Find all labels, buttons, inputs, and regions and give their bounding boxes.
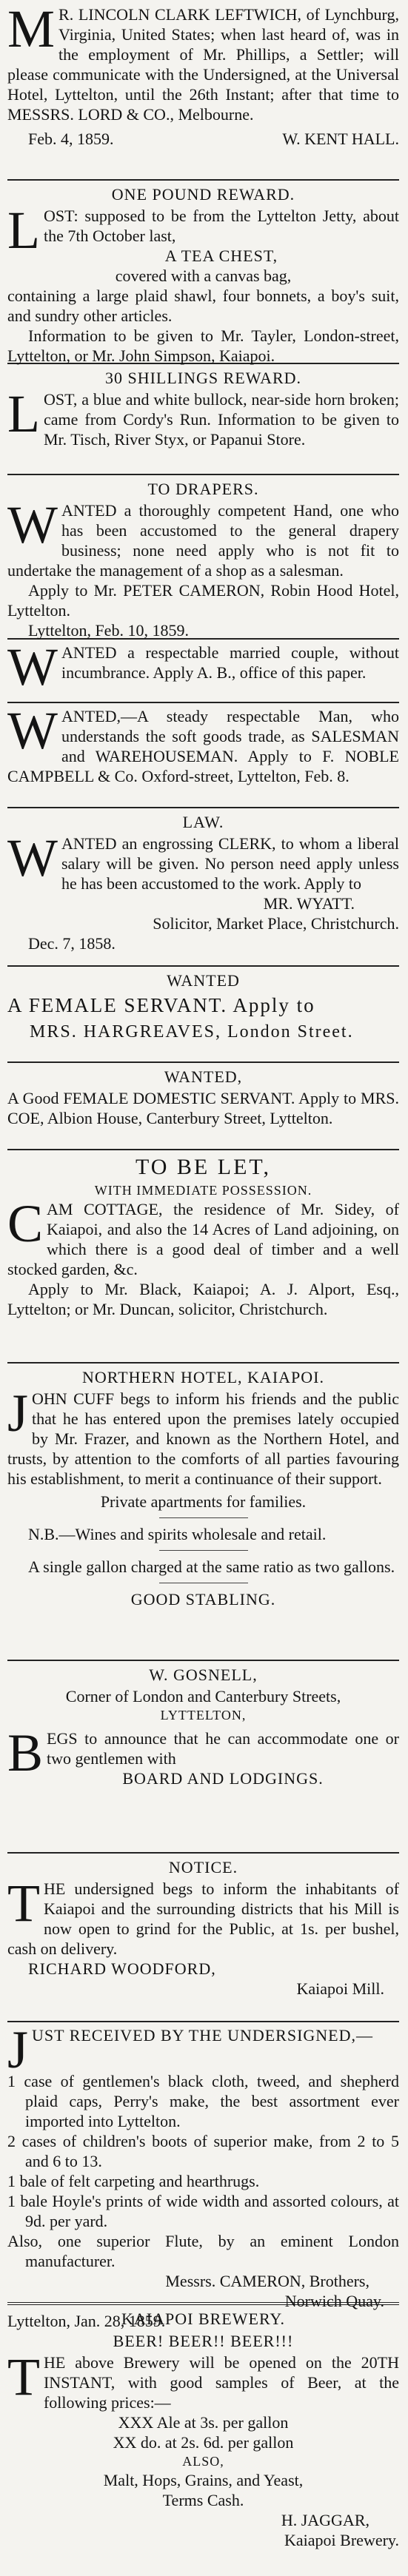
ad-heading: ONE POUND REWARD. — [111, 185, 295, 204]
ad-date: Dec. 7, 1858. — [28, 934, 116, 953]
divider — [159, 1517, 248, 1518]
ad-body: BOARD AND LODGINGS. — [122, 1769, 324, 1788]
ad-body: A single gallon charged at the same ratio as two gallons. — [28, 1557, 395, 1576]
ad-body: R. LINCOLN CLARK LEFTWICH, of Lynchburg, Virginia, United States; when last heard of, was in the employment of Mr. Phillips, a Settler; will please communicate with the Undersigned, at the Universal Hotel, Lyttelton, until the 26th Instant; after that time to MESSRS. LORD & CO., Melbourne. — [7, 5, 399, 124]
ad-body: ANTED an engrossing CLERK, to whom a liberal salary will be given. No person need apply unless he has been accustomed to the work. Apply to — [61, 834, 399, 893]
drop-cap: W — [7, 701, 58, 760]
ad-northern-hotel — [7, 1364, 399, 1660]
ad-heading: KAIAPOI BREWERY. — [121, 2310, 285, 2328]
ad-body: OST: supposed to be from the Lyttelton Jetty, about the 7th October last, — [43, 207, 399, 245]
ad-body: EGS to announce that he can accommodate one or two gentlemen with — [47, 1729, 399, 1768]
ad-body: Apply to Mr. Black, Kaiapoi; A. J. Alport, Esq., Lyttelton; or Mr. Duncan, solicitor, Christchurch. — [7, 1280, 399, 1318]
ad-signature: W. KENT HALL. — [282, 130, 399, 148]
ad-heading: TO DRAPERS. — [147, 480, 259, 498]
ad-town: LYTTELTON, — [160, 1708, 247, 1723]
ad-signature: MR. WYATT. — [263, 894, 355, 913]
ad-address: Corner of London and Canterbury Streets, — [65, 1687, 341, 1705]
ad-gosnell — [7, 1661, 399, 1852]
ad-subheading: WITH IMMEDIATE POSSESSION. — [94, 1183, 312, 1198]
ad-domestic-servant — [7, 1063, 399, 1149]
ad-body: Malt, Hops, Grains, and Yeast, — [103, 2471, 304, 2489]
ad-heading: LAW. — [182, 813, 224, 831]
price-line: XX do. at 2s. 6d. per gallon — [113, 2433, 294, 2452]
ad-to-be-let — [7, 1150, 399, 1362]
list-item: Also, one superior Flute, by an eminent London manufacturer. — [7, 2232, 399, 2270]
ad-heading: NOTICE. — [168, 1858, 238, 1876]
ad-place: Kaiapoi Mill. — [296, 1979, 384, 1998]
ad-heading: NORTHERN HOTEL, KAIAPOI. — [82, 1368, 324, 1386]
drop-cap: L — [7, 201, 40, 260]
ad-subheading: BEER! BEER!! BEER!!! — [113, 2332, 294, 2350]
ad-heading: W. GOSNELL, — [149, 1666, 258, 1684]
drop-cap: W — [7, 828, 58, 888]
ad-line: A FEMALE SERVANT. Apply to — [7, 994, 315, 1016]
ad-body: ALSO, — [182, 2454, 224, 2469]
ad-body: Apply to Mr. PETER CAMERON, Robin Hood Hotel, Lyttelton. — [7, 581, 399, 620]
ad-body: HE above Brewery will be opened on the 20TH INSTANT, with good samples of Beer, at the following prices:— — [43, 2353, 399, 2412]
ad-heading: WANTED — [167, 971, 240, 990]
ad-body: covered with a canvas bag, — [115, 266, 292, 285]
ad-body: OST, a blue and white bullock, near-side horn broken; came from Cordy's Run. Information to be given to Mr. Tisch, River Styx, or Papanui Store. — [43, 390, 399, 449]
ad-body: ANTED a respectable married couple, without incumbrance. Apply A. B., office of this paper. — [61, 643, 399, 682]
ad-date: Feb. 4, 1859. — [28, 130, 114, 148]
drop-cap: L — [7, 384, 40, 443]
ad-date: Lyttelton, Jan. 28, 1859. — [7, 2312, 166, 2330]
list-item: 1 bale of felt carpeting and hearthrugs. — [7, 2172, 260, 2190]
ad-body: N.B.—Wines and spirits wholesale and retail. — [28, 1525, 327, 1543]
list-item: 2 cases of children's boots of superior make, from 2 to 5 and 6 to 13. — [7, 2132, 399, 2170]
drop-cap: J — [7, 2020, 29, 2079]
ad-body: HE undersigned begs to inform the inhabitants of Kaiapoi and the surrounding districts that his Mill is now open to grind for the Public, at 1s. per bushel, cash on delivery. — [7, 1879, 399, 1958]
ad-salesman — [7, 703, 399, 807]
ad-body: Information to be given to Mr. Tayler, London-street, Lyttelton, or Mr. John Simpson, Kaiapoi. — [7, 326, 399, 365]
drop-cap: W — [7, 637, 58, 697]
ad-kaiapoi-brewery — [7, 2305, 399, 2549]
ad-signature: RICHARD WOODFORD, — [28, 1959, 216, 1978]
drop-cap: M — [7, 0, 56, 58]
ad-body: containing a large plaid shawl, four bonnets, a boy's suit, and sundry other articles. — [7, 286, 399, 325]
ad-female-servant — [7, 967, 399, 1061]
ad-leftwich — [7, 0, 399, 179]
ad-body: ANTED a thoroughly competent Hand, one who has been accustomed to the general drapery business; none need apply who is not fit to undertake the management of a shop as a salesman. — [7, 501, 399, 580]
list-item: 1 bale Hoyle's prints of wide width and assorted colours, at 9d. per yard. — [7, 2192, 399, 2230]
drop-cap: C — [7, 1194, 44, 1253]
ad-notice-mill — [7, 1854, 399, 2021]
ad-body: Private apartments for families. — [100, 1492, 307, 1511]
ad-to-drapers — [7, 475, 399, 638]
ad-place: Kaiapoi Brewery. — [284, 2531, 399, 2549]
ad-body: GOOD STABLING. — [130, 1590, 276, 1609]
ad-date: Lyttelton, Feb. 10, 1859. — [28, 621, 189, 640]
ad-signature: H. JAGGAR, — [281, 2511, 369, 2529]
drop-cap: W — [7, 495, 58, 554]
ad-place: Norwich Quay. — [284, 2292, 384, 2310]
ad-body: ANTED,—A steady respectable Man, who understands the soft goods trade, as SALESMAN and WAREHOUSEMAN. Apply to F. NOBLE CAMPBELL & Co. Oxford-street, Lyttelton, Feb. 8. — [7, 707, 399, 785]
ad-body: A Good FEMALE DOMESTIC SERVANT. Apply to MRS. COE, Albion House, Canterbury Street, Lyttelton. — [7, 1089, 399, 1127]
ad-heading: 30 SHILLINGS REWARD. — [104, 369, 302, 387]
ad-line: MRS. HARGREAVES, London Street. — [30, 1022, 354, 1042]
drop-cap: T — [7, 2347, 40, 2406]
ad-heading: WANTED, — [164, 1067, 243, 1086]
drop-cap: T — [7, 1874, 40, 1933]
ad-body: Terms Cash. — [162, 2491, 244, 2509]
list-item: 1 case of gentlemen's black cloth, tweed, and shepherd plaid caps, Perry's make, the best assortment ever imported into Lyttelton. — [7, 2072, 399, 2130]
ad-body: OHN CUFF begs to inform his friends and the public that he has entered upon the premises lately occupied by Mr. Frazer, and known as the Northern Hotel, and trusts, by attention to the comforts of all parties favouring his establishment, to merit a continuance of their support. — [7, 1389, 399, 1488]
divider — [159, 1550, 248, 1551]
ad-signature: Messrs. CAMERON, Brothers, — [165, 2272, 369, 2290]
ad-item: A TEA CHEST, — [164, 246, 278, 265]
drop-cap: J — [7, 1383, 29, 1443]
ad-heading: TO BE LET, — [135, 1155, 272, 1179]
ad-law-clerk — [7, 808, 399, 965]
ad-body: UST RECEIVED BY THE UNDERSIGNED,— — [32, 2026, 374, 2045]
price-line: XXX Ale at 3s. per gallon — [118, 2413, 289, 2432]
ad-thirty-shillings-reward — [7, 364, 399, 474]
drop-cap: B — [7, 1723, 44, 1782]
ad-married-couple — [7, 637, 399, 702]
ad-signature-title: Solicitor, Market Place, Christchurch. — [153, 914, 399, 933]
ad-body: AM COTTAGE, the residence of Mr. Sidey, of Kaiapoi, and also the 14 Acres of Land adjoining, on which there is a good deal of timber and a well stocked garden, &c. — [7, 1200, 399, 1278]
ad-one-pound-reward — [7, 181, 399, 363]
